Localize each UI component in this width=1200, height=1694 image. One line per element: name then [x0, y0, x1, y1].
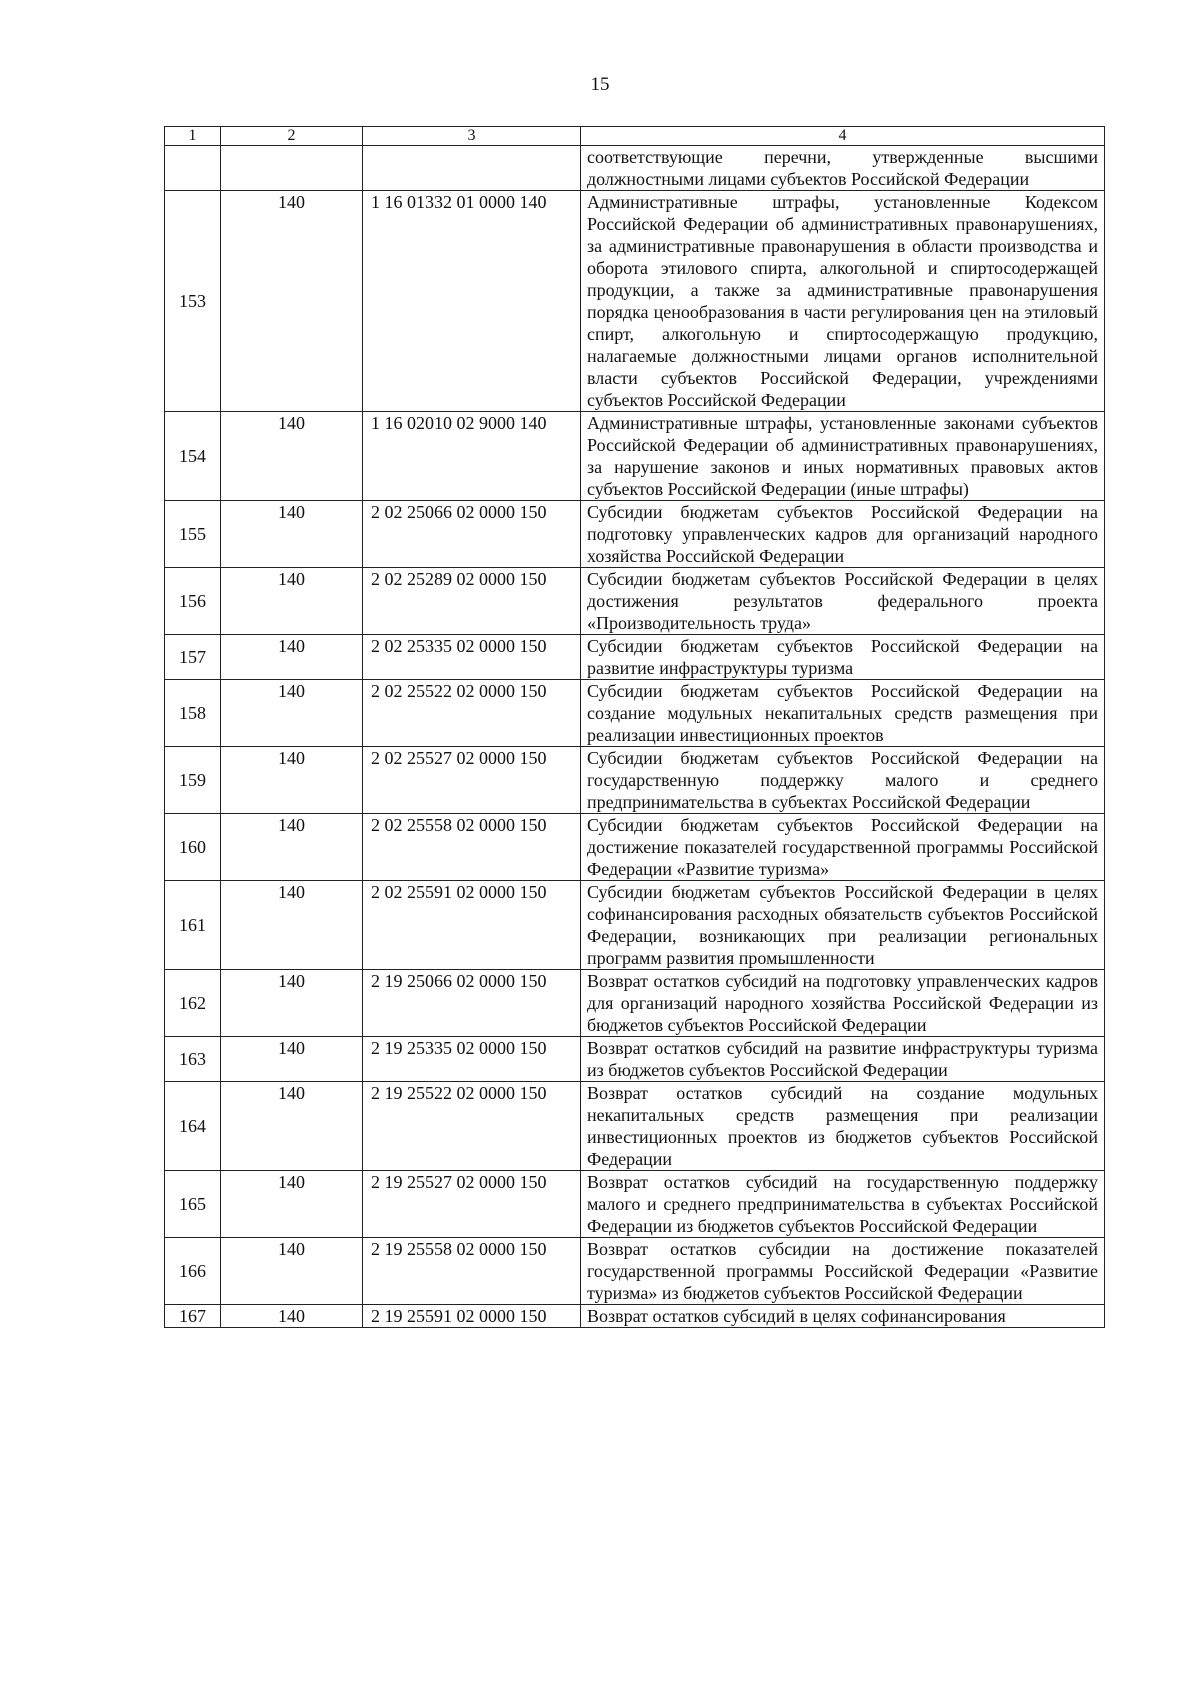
description-cell: Возврат остатков субсидий на создание модульных некапитальных средств размещения при реализации инвестиционных проектов из бюджетов субъектов Российской Федерации	[581, 1082, 1105, 1171]
description-cell: Административные штрафы, установленные законами субъектов Российской Федерации об административных правонарушениях, за нарушение законов и иных нормативных правовых актов субъектов Российской Федерации (иные штрафы)	[581, 412, 1105, 501]
description-cell: Административные штрафы, установленные Кодексом Российской Федерации об административных правонарушениях, за административные правонарушения в области производства и оборота этилового спирта, алкогольной и спиртосодержащей продукции, а также за административные правонарушения порядка ценообразования в части регулирования цен на этиловый спирт, алкогольную и спиртосодержащую продукцию, налагаемые должностными лицами органов исполнительной власти субъектов Российской Федерации, учреждениями субъектов Российской Федерации	[581, 191, 1105, 412]
row-number-cell: 164	[165, 1082, 221, 1171]
table-row	[165, 568, 1105, 635]
description-cell: Субсидии бюджетам субъектов Российской Федерации в целях достижения результатов федерального проекта «Производительность труда»	[581, 568, 1105, 635]
description-cell: Возврат остатков субсидии на достижение показателей государственной программы Российской Федерации «Развитие туризма» из бюджетов субъектов Российской Федерации	[581, 1238, 1105, 1305]
description-cell: Субсидии бюджетам субъектов Российской Федерации на подготовку управленческих кадров для организаций народного хозяйства Российской Федерации	[581, 501, 1105, 568]
row-number-cell: 158	[165, 680, 221, 747]
table-row	[165, 191, 1105, 412]
admin-code-cell: 140	[221, 635, 363, 680]
budget-code-cell	[363, 146, 581, 191]
row-number-cell: 167	[165, 1305, 221, 1328]
budget-code-cell: 2 02 25591 02 0000 150	[363, 881, 581, 970]
description-cell: Возврат остатков субсидий на государственную поддержку малого и среднего предпринимательства в субъектах Российской Федерации из бюджетов субъектов Российской Федерации	[581, 1171, 1105, 1238]
row-number-cell: 159	[165, 747, 221, 814]
admin-code-cell: 140	[221, 747, 363, 814]
description-cell: Субсидии бюджетам субъектов Российской Федерации на достижение показателей государственной программы Российской Федерации «Развитие туризма»	[581, 814, 1105, 881]
table-row	[165, 747, 1105, 814]
row-number-cell: 154	[165, 412, 221, 501]
budget-code-cell: 2 19 25335 02 0000 150	[363, 1037, 581, 1082]
description-cell: соответствующие перечни, утвержденные высшими должностными лицами субъектов Российской Федерации	[581, 146, 1105, 191]
row-number-cell: 163	[165, 1037, 221, 1082]
budget-code-cell: 2 19 25558 02 0000 150	[363, 1238, 581, 1305]
budget-code-cell: 2 02 25522 02 0000 150	[363, 680, 581, 747]
row-number-cell: 161	[165, 881, 221, 970]
table-row	[165, 1082, 1105, 1171]
admin-code-cell: 140	[221, 1305, 363, 1328]
budget-code-cell: 2 02 25558 02 0000 150	[363, 814, 581, 881]
table-row	[165, 412, 1105, 501]
page-number: 15	[590, 74, 610, 95]
admin-code-cell: 140	[221, 1082, 363, 1171]
budget-code-cell: 1 16 02010 02 9000 140	[363, 412, 581, 501]
admin-code-cell: 140	[221, 680, 363, 747]
table-row	[165, 635, 1105, 680]
admin-code-cell: 140	[221, 191, 363, 412]
row-number-cell: 156	[165, 568, 221, 635]
table-row	[165, 881, 1105, 970]
budget-code-cell: 2 19 25522 02 0000 150	[363, 1082, 581, 1171]
table-row	[165, 1037, 1105, 1082]
admin-code-cell: 140	[221, 881, 363, 970]
admin-code-cell: 140	[221, 1037, 363, 1082]
budget-code-cell: 2 19 25527 02 0000 150	[363, 1171, 581, 1238]
revenue-codes-table	[164, 126, 1105, 1328]
admin-code-cell: 140	[221, 970, 363, 1037]
admin-code-cell	[221, 146, 363, 191]
row-number-cell: 160	[165, 814, 221, 881]
row-number-cell: 155	[165, 501, 221, 568]
admin-code-cell: 140	[221, 412, 363, 501]
table-row	[165, 501, 1105, 568]
table-row	[165, 814, 1105, 881]
budget-code-cell: 2 19 25591 02 0000 150	[363, 1305, 581, 1328]
description-cell: Возврат остатков субсидий на развитие инфраструктуры туризма из бюджетов субъектов Российской Федерации	[581, 1037, 1105, 1082]
header-col-2: 2	[221, 127, 363, 146]
description-cell: Субсидии бюджетам субъектов Российской Федерации на развитие инфраструктуры туризма	[581, 635, 1105, 680]
row-number-cell: 157	[165, 635, 221, 680]
header-col-1: 1	[165, 127, 221, 146]
budget-code-cell: 2 02 25335 02 0000 150	[363, 635, 581, 680]
budget-code-cell: 2 02 25066 02 0000 150	[363, 501, 581, 568]
admin-code-cell: 140	[221, 1238, 363, 1305]
admin-code-cell: 140	[221, 814, 363, 881]
budget-code-cell: 2 19 25066 02 0000 150	[363, 970, 581, 1037]
description-cell: Субсидии бюджетам субъектов Российской Федерации в целях софинансирования расходных обязательств субъектов Российской Федерации, возникающих при реализации региональных программ развития промышленности	[581, 881, 1105, 970]
row-number-cell	[165, 146, 221, 191]
budget-code-cell: 2 02 25527 02 0000 150	[363, 747, 581, 814]
table-row	[165, 970, 1105, 1037]
admin-code-cell: 140	[221, 568, 363, 635]
header-col-4: 4	[581, 127, 1105, 146]
description-cell: Субсидии бюджетам субъектов Российской Федерации на государственную поддержку малого и среднего предпринимательства в субъектах Российской Федерации	[581, 747, 1105, 814]
row-number-cell: 166	[165, 1238, 221, 1305]
table-row	[165, 1238, 1105, 1305]
table-row	[165, 1305, 1105, 1328]
budget-code-cell: 1 16 01332 01 0000 140	[363, 191, 581, 412]
description-cell: Субсидии бюджетам субъектов Российской Федерации на создание модульных некапитальных средств размещения при реализации инвестиционных проектов	[581, 680, 1105, 747]
row-number-cell: 162	[165, 970, 221, 1037]
table-header-row	[165, 127, 1105, 146]
admin-code-cell: 140	[221, 501, 363, 568]
row-number-cell: 153	[165, 191, 221, 412]
row-number-cell: 165	[165, 1171, 221, 1238]
admin-code-cell: 140	[221, 1171, 363, 1238]
header-col-3: 3	[363, 127, 581, 146]
description-cell: Возврат остатков субсидий на подготовку управленческих кадров для организаций народного хозяйства Российской Федерации из бюджетов субъектов Российской Федерации	[581, 970, 1105, 1037]
description-cell: Возврат остатков субсидий в целях софинансирования	[581, 1305, 1105, 1328]
budget-code-cell: 2 02 25289 02 0000 150	[363, 568, 581, 635]
table-row	[165, 1171, 1105, 1238]
table-row	[165, 146, 1105, 191]
table-row	[165, 680, 1105, 747]
